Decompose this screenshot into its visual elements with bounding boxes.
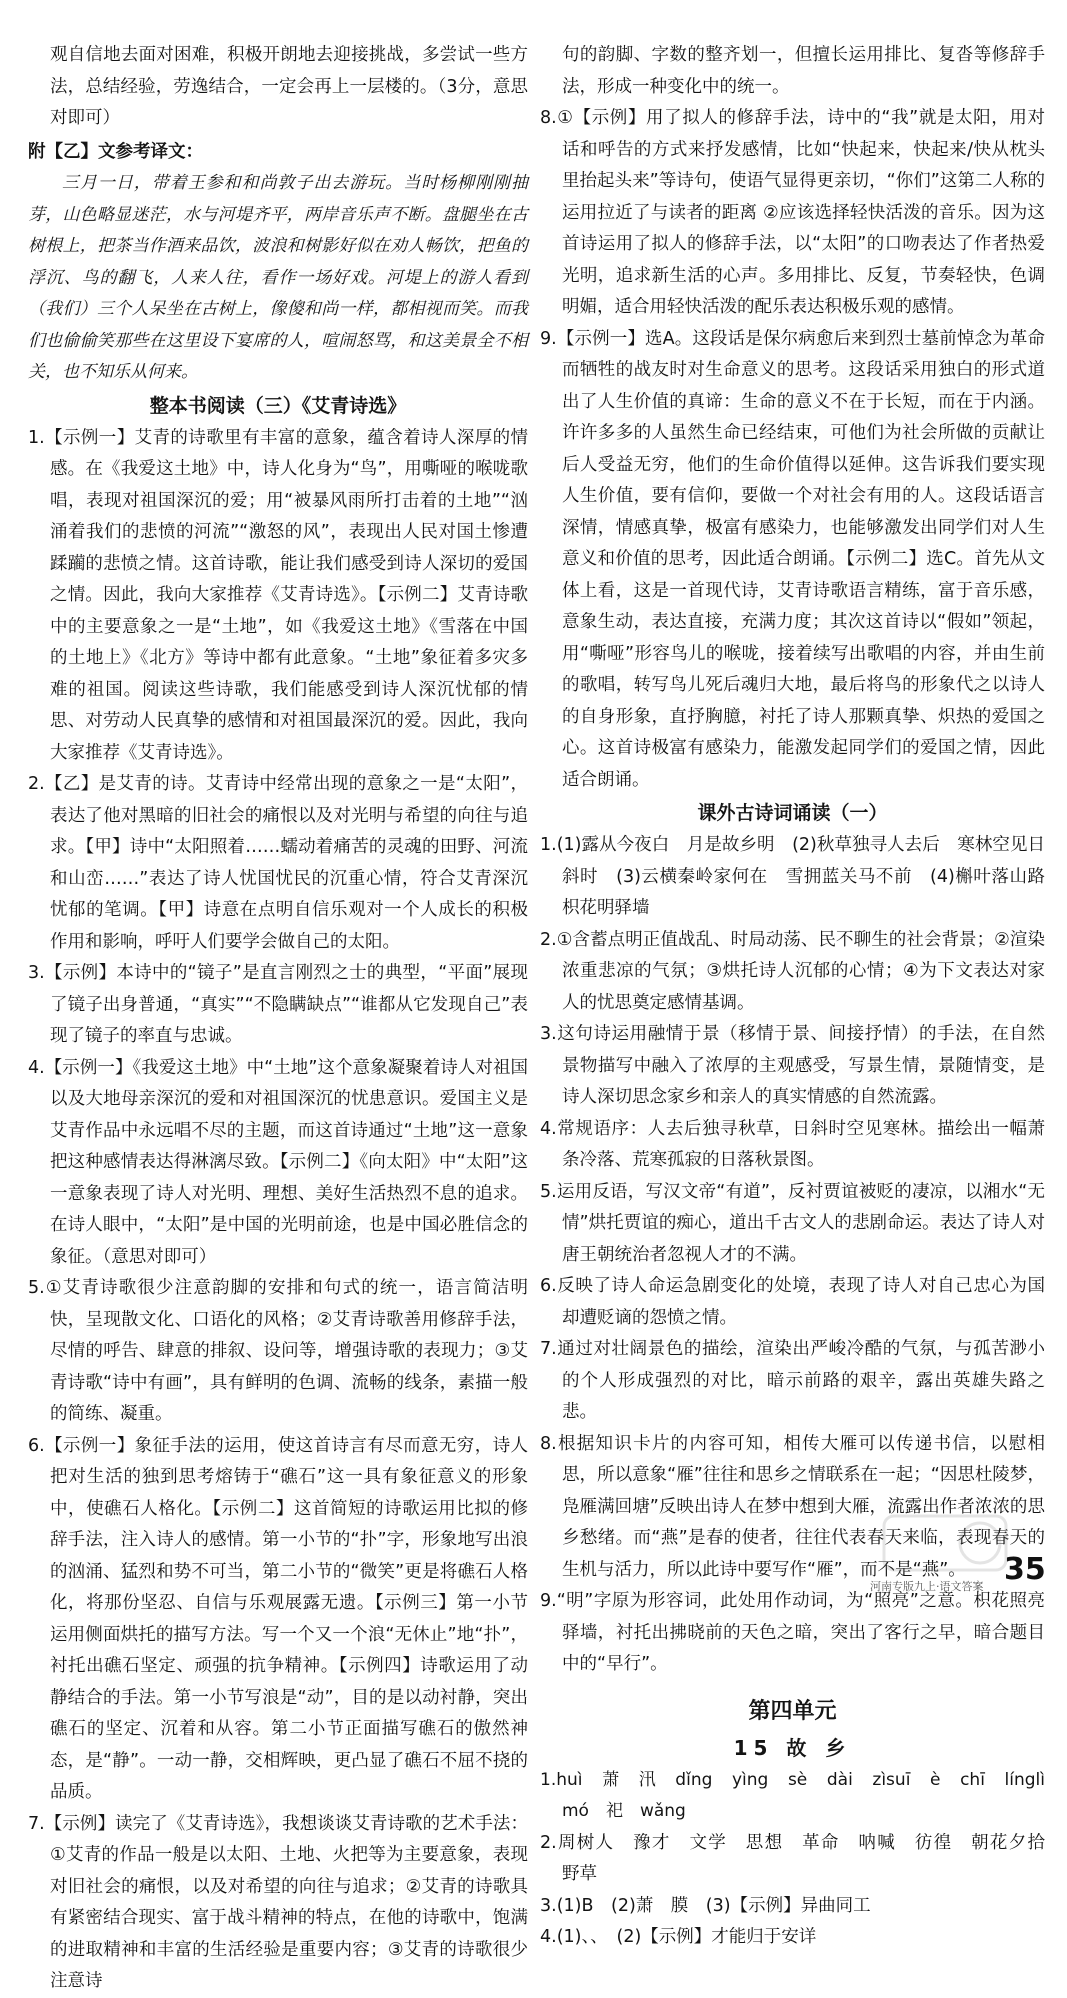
left-column: [28, 40, 528, 1998]
watermark-logo: [880, 1508, 1010, 1578]
answer-item: 3.(1)B (2)萧 膜 (3)【示例】异曲同工: [540, 1895, 871, 1916]
answer-item: 5.①艾青诗歌很少注意韵脚的安排和句式的统一，语言简洁明快，呈现散文化、口语化的风格；②艾青诗歌善用修辞手法，尽情的呼告、肆意的排叙、设问等，增强诗歌的表现力；③艾青诗歌“诗中有画”，具有鲜明的色调、流畅的线条，素描一般的简练、凝重。: [28, 1278, 528, 1424]
answer-item: 8.根据知识卡片的内容可知，相传大雁可以传递书信，以慰相思，所以意象“雁”往往和思乡之情联系在一起；“因思杜陵梦，凫雁满回塘”反映出诗人在梦中想到大雁，流露出作者浓浓的思乡愁绪。而“燕”是春的使者，往往代表春天来临，表现春天的生机与活力，所以此诗中要写作“雁”，而不是“燕”。: [540, 1433, 1045, 1580]
answer-item: 6.【示例一】象征手法的运用，使这首诗言有尽而意无穷，诗人把对生活的独到思考熔铸于“礁石”这一具有象征意义的形象中，使礁石人格化。【示例二】这首简短的诗歌运用比拟的修辞手法，注入诗人的感情。第一小节的“扑”字，形象地写出浪的汹涌、猛烈和势不可当，第二小节的“微笑”更是将礁石人格化，将那份坚忍、自信与乐观展露无遗。【示例三】第一小节运用侧面烘托的描写方法。写一个又一个浪“无休止”地“扑”，衬托出礁石坚定、顽强的抗争精神。【示例四】诗歌运用了动静结合的手法。第一小节写浪是“动”，目的是以动衬静，突出礁石的坚定、沉着和从容。第二小节正面描写礁石的傲然神态，是“静”。一动一静，交相辉映，更凸显了礁石不屈不挠的品质。: [28, 1435, 528, 1802]
answer-item: 4.(1)、、 (2)【示例】才能归于安详: [540, 1927, 817, 1947]
section-title-book-reading: 整本书阅读（三）《艾青诗选》: [149, 394, 407, 417]
answer-item: 8.①【示例】用了拟人的修辞手法，诗中的“我”就是太阳，用对话和呼告的方式来抒发感情，比如“快起来，快起来/快从枕头里抬起头来”等诗句，使语气显得更亲切，“你们”这第二人称的运用拉近了与读者的距离 ②应该选择轻快活泼的音乐。因为这首诗运用了拟人的修辞手法，以“太阳”的口吻表达了作者热爱光明，追求新生活的心声。多用排比、反复，节奏轻快，色调明媚，适合用轻快活泼的配乐表达积极乐观的感情。: [540, 108, 1045, 317]
right-column: [540, 40, 1063, 1954]
answer-item: 4.常规语序：人去后独寻秋草，日斜时空见寒林。描绘出一幅萧条冷落、荒寒孤寂的日落秋景图。: [540, 1118, 1045, 1170]
answer-item: 5.运用反语，写汉文帝“有道”，反衬贾谊被贬的凄凉，以湘水“无情”烘托贾谊的痴心，道出千古文人的悲剧命运。表达了诗人对唐王朝统治者忽视人才的不满。: [540, 1181, 1045, 1265]
answer-item: 2.【乙】是艾青的诗。艾青诗中经常出现的意象之一是“太阳”，表达了他对黑暗的旧社会的痛恨以及对光明与希望的向往与追求。【甲】诗中“太阳照着……蠕动着痛苦的灵魂的田野、河流和山峦……”表达了诗人忧国忧民的沉重心情，符合艾青深沉忧郁的笔调。【甲】诗意在点明自信乐观对一个人成长的积极作用和影响，呼吁人们要学会做自己的太阳。: [28, 774, 528, 952]
answer-item: 9.“明”字原为形容词，此处用作动词，为“照亮”之意。枳花照亮驿墙，衬托出拂晓前的天色之暗，突出了客行之早，暗合题目中的“早行”。: [540, 1591, 1045, 1674]
footer-publisher-text: 河南专版九上·语文答案: [870, 1580, 984, 1593]
answer-item: 2.①含蓄点明正值战乱、时局动荡、民不聊生的社会背景；②渲染浓重悲凉的气氛；③烘托诗人沉郁的心情；④为下文表达对家人的忧思奠定感情基调。: [540, 929, 1045, 1013]
unit-title: 第四单元: [748, 1698, 837, 1724]
section-title-ancient-poems: 课外古诗词诵读（一）: [697, 802, 888, 824]
answer-item: 9.【示例一】选A。这段话是保尔病愈后来到烈士墓前悼念为革命而牺牲的战友时对生命意义的思考。这段话采用独白的形式道出了人生价值的真谛：生命的意义不在于长短，而在于内涵。许许多多的人虽然生命已经结束，可他们为社会所做的贡献让后人受益无穷，他们的生命价值得以延伸。这告诉我们要实现人生价值，要有信仰，要做一个对社会有用的人。这段话语言深情，情感真挚，极富有感染力，也能够激发出同学们对人生意义和价值的思考，因此适合朗诵。【示例二】选C。首先从文体上看，这是一首现代诗，艾青诗歌语言精练，富于音乐感，意象生动，表达直接，充满力度；其次这首诗以“假如”领起，用“嘶哑”形容鸟儿的喉咙，接着续写出歌唱的内容，并由生前的歌唱，转写鸟儿死后魂归大地，最后将鸟的形象代之以诗人的自身形象，直抒胸臆，衬托了诗人那颗真挚、炽热的爱国之心。这首诗极富有感染力，能激发起同学们的爱国之情，因此适合朗诵。: [540, 328, 1045, 790]
answer-item: 3.【示例】本诗中的“镜子”是直言刚烈之士的典型，“平面”展现了镜子出身普通，“真实”“不隐瞒缺点”“谁都从它发现自己”表现了镜子的率直与忠诚。: [28, 963, 528, 1046]
answer-item: 1.(1)露从今夜白 月是故乡明 (2)秋草独寻人去后 寒林空见日斜时 (3)云横秦岭家何在 雪拥蓝关马不前 (4)槲叶落山路 枳花明驿墙: [540, 835, 1063, 918]
lesson-title: 15 故 乡: [733, 1735, 852, 1760]
page-number: 35: [1004, 1552, 1046, 1587]
answer-item: 7.【示例】读完了《艾青诗选》，我想谈谈艾青诗歌的艺术手法：①艾青的作品一般是以太阳、土地、火把等为主要意象，表现对旧社会的痛恨，以及对希望的向往与追求；②艾青的诗歌具有紧密结合现实、富于战斗精神的特点，在他的诗歌中，饱满的进取精神和丰富的生活经验是重要内容；③艾青的诗歌很少注意诗: [28, 1813, 528, 1991]
answer-item: 6.反映了诗人命运急剧变化的处境，表现了诗人对自己忠心为国却遭贬谪的怨愤之情。: [540, 1276, 1045, 1328]
intro-paragraph: 观自信地去面对困难，积极开朗地去迎接挑战，多尝试一些方法，总结经验，劳逸结合，一定会再上一层楼的。（3分，意思对即可）: [50, 45, 528, 128]
answer-item: 4.【示例一】《我爱这土地》中“土地”这个意象凝聚着诗人对祖国以及大地母亲深沉的爱和对祖国深沉的忧患意识。爱国主义是艾青作品中永远唱不尽的主题，而这首诗通过“土地”这一意象把这种感情表达得淋漓尽致。【示例二】《向太阳》中“太阳”这一意象表现了诗人对光明、理想、美好生活热烈不息的追求。在诗人眼中，“太阳”是中国的光明前途，也是中国必胜信念的象征。（意思对即可）: [28, 1057, 528, 1267]
answer-item: 1.huì 萧 汛 dǐng yìng sè dài zìsuī è chī línglì mó 祀 wǎng: [540, 1769, 1062, 1821]
continuation-paragraph: 句的韵脚、字数的整齐划一，但擅长运用排比、复沓等修辞手法，形成一种变化中的统一。: [562, 45, 1045, 97]
translation-text: 三月一日，带着王参和和尚敦子出去游玩。当时杨柳刚刚抽芽，山色略显迷茫，水与河堤齐平，两岸音乐声不断。盘腿坐在古树根上，把茶当作酒来品饮，波浪和树影好似在劝人畅饮，把鱼的浮沉、鸟的翻飞，人来人往，看作一场好戏。河堤上的游人看到（我们）三个人呆坐在古树上，像傻和尚一样，都相视而笑。而我们也偷偷笑那些在这里设下宴席的人，喧闹怒骂，和这美景全不相关，也不知乐从何来。: [28, 173, 528, 382]
answer-item: 7.通过对壮阔景色的描绘，渲染出严峻冷酷的气氛，与孤苦渺小的个人形成强烈的对比，暗示前路的艰辛，露出英雄失路之悲。: [540, 1339, 1045, 1422]
translation-heading: 附【乙】文参考译文：: [28, 141, 203, 162]
answer-item: 1.【示例一】艾青的诗歌里有丰富的意象，蕴含着诗人深厚的情感。在《我爱这土地》中，诗人化身为“鸟”，用嘶哑的喉咙歌唱，表现对祖国深沉的爱；用“被暴风雨所打击着的土地”“汹涌着我们的悲愤的河流”“激怒的风”，表现出人民对国土惨遭蹂躏的悲愤之情。这首诗歌，能让我们感受到诗人深切的爱国之情。因此，我向大家推荐《艾青诗选》。【示例二】艾青诗歌中的主要意象之一是“土地”，如《我爱这土地》《雪落在中国的土地上》《北方》等诗中都有此意象。“土地”象征着多灾多难的祖国。阅读这些诗歌，我们能感受到诗人深沉忧郁的情思、对劳动人民真挚的感情和对祖国最深沉的爱。因此，我向大家推荐《艾青诗选》。: [28, 427, 528, 763]
answer-item: 3.这句诗运用融情于景（移情于景、间接抒情）的手法，在自然景物描写中融入了浓厚的主观感受，写景生情，景随情变，是诗人深切思念家乡和亲人的真实情感的自然流露。: [540, 1024, 1045, 1107]
answer-item: 2.周树人 豫才 文学 思想 革命 呐喊 彷徨 朝花夕拾 野草: [540, 1832, 1063, 1884]
